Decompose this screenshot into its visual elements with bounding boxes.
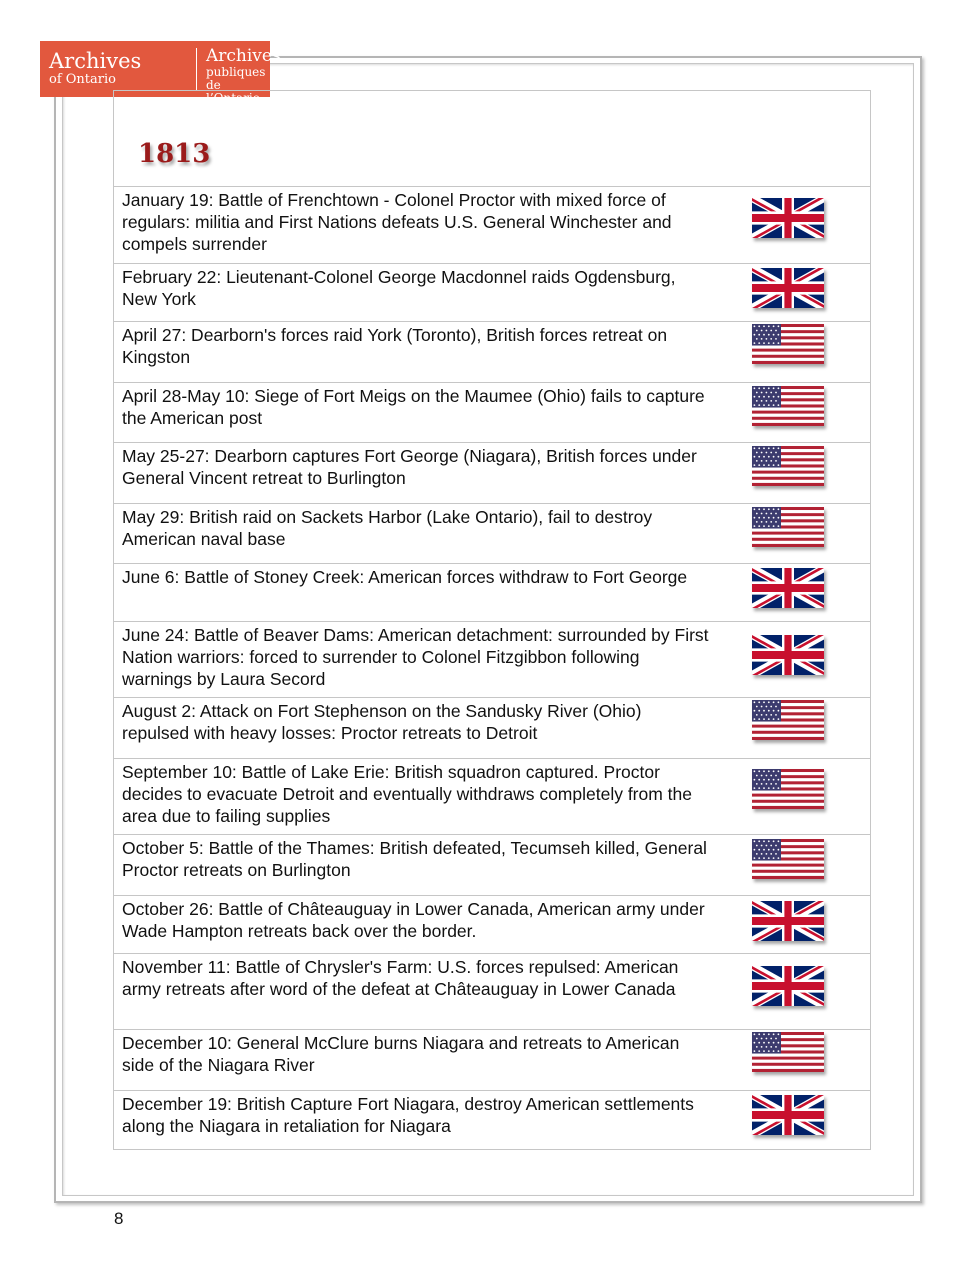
event-text: November 11: Battle of Chrysler's Farm: U.S. forces repulsed: American army retreats after word of the defeat at Châteauguay in Lower Canada xyxy=(122,957,679,999)
event-row xyxy=(114,187,870,264)
event-row xyxy=(114,264,870,322)
logo-en-title: Archives xyxy=(49,49,142,73)
event-row xyxy=(114,564,870,622)
event-row xyxy=(114,954,870,1030)
us-flag-icon xyxy=(752,507,824,547)
us-flag-icon xyxy=(752,446,824,486)
logo-fr-subtitle-1: publiques xyxy=(206,65,266,79)
us-flag-icon xyxy=(752,324,824,364)
event-text: June 6: Battle of Stoney Creek: American forces withdraw to Fort George xyxy=(122,567,688,587)
uk-flag-icon xyxy=(752,1095,824,1135)
event-row xyxy=(114,759,870,835)
uk-flag-icon xyxy=(752,635,824,675)
event-row xyxy=(114,835,870,896)
year-header-row xyxy=(114,91,870,187)
event-row xyxy=(114,383,870,443)
event-row xyxy=(114,1091,870,1149)
event-row xyxy=(114,896,870,954)
event-text: December 10: General McClure burns Niagara and retreats to American side of the Niagara River xyxy=(122,1033,680,1075)
event-row xyxy=(114,504,870,564)
event-text: June 24: Battle of Beaver Dams: American detachment: surrounded by First Nation warriors: forced to surrender to Colonel Fitzgibbon following warnings by Laura Secord xyxy=(122,625,709,689)
event-text: August 2: Attack on Fort Stephenson on the Sandusky River (Ohio) repulsed with heavy losses: Proctor retreats to Detroit xyxy=(122,701,642,743)
logo-en-subtitle: of Ontario xyxy=(49,72,116,87)
uk-flag-icon xyxy=(752,901,824,941)
logo-fr-subtitle-2: de l’Ontario xyxy=(206,78,260,105)
event-text: December 19: British Capture Fort Niagara, destroy American settlements along the Niagara in retaliation for Niagara xyxy=(122,1094,694,1136)
event-row xyxy=(114,1030,870,1091)
uk-flag-icon xyxy=(752,198,824,238)
event-text: October 5: Battle of the Thames: British defeated, Tecumseh killed, General Proctor retreats on Burlington xyxy=(122,838,707,880)
uk-flag-icon xyxy=(752,268,824,308)
archives-of-ontario-logo xyxy=(40,41,281,105)
timeline-table xyxy=(113,90,871,1150)
event-row xyxy=(114,698,870,759)
event-text: January 19: Battle of Frenchtown - Colonel Proctor with mixed force of regulars: militia and First Nations defeats U.S. General Winchester and compels surrender xyxy=(122,190,672,254)
uk-flag-icon xyxy=(752,966,824,1006)
event-text: May 29: British raid on Sackets Harbor (Lake Ontario), fail to destroy American naval base xyxy=(122,507,653,549)
event-text: April 27: Dearborn's forces raid York (Toronto), British forces retreat on Kingston xyxy=(122,325,668,367)
event-text: October 26: Battle of Châteauguay in Lower Canada, American army under Wade Hampton retreats back over the border. xyxy=(122,899,705,941)
event-text: April 28-May 10: Siege of Fort Meigs on the Maumee (Ohio) fails to capture the American post xyxy=(122,386,705,428)
year-title: 1813 xyxy=(138,139,211,169)
event-text: May 25-27: Dearborn captures Fort George (Niagara), British forces under General Vincent retreat to Burlington xyxy=(122,446,697,488)
event-text: September 10: Battle of Lake Erie: British squadron captured. Proctor decides to evacuate Detroit and eventually withdraws completely from the area due to failing supplies xyxy=(122,762,693,826)
uk-flag-icon xyxy=(752,568,824,608)
logo-divider xyxy=(196,48,197,90)
event-row xyxy=(114,622,870,698)
us-flag-icon xyxy=(752,700,824,740)
us-flag-icon xyxy=(752,769,824,809)
page-number: 8 xyxy=(114,1209,124,1228)
event-row xyxy=(114,322,870,383)
logo-fr-title: Archives xyxy=(206,46,281,66)
event-row xyxy=(114,443,870,504)
us-flag-icon xyxy=(752,839,824,879)
us-flag-icon xyxy=(752,386,824,426)
us-flag-icon xyxy=(752,1032,824,1072)
event-text: February 22: Lieutenant-Colonel George Macdonnel raids Ogdensburg, New York xyxy=(122,267,676,309)
